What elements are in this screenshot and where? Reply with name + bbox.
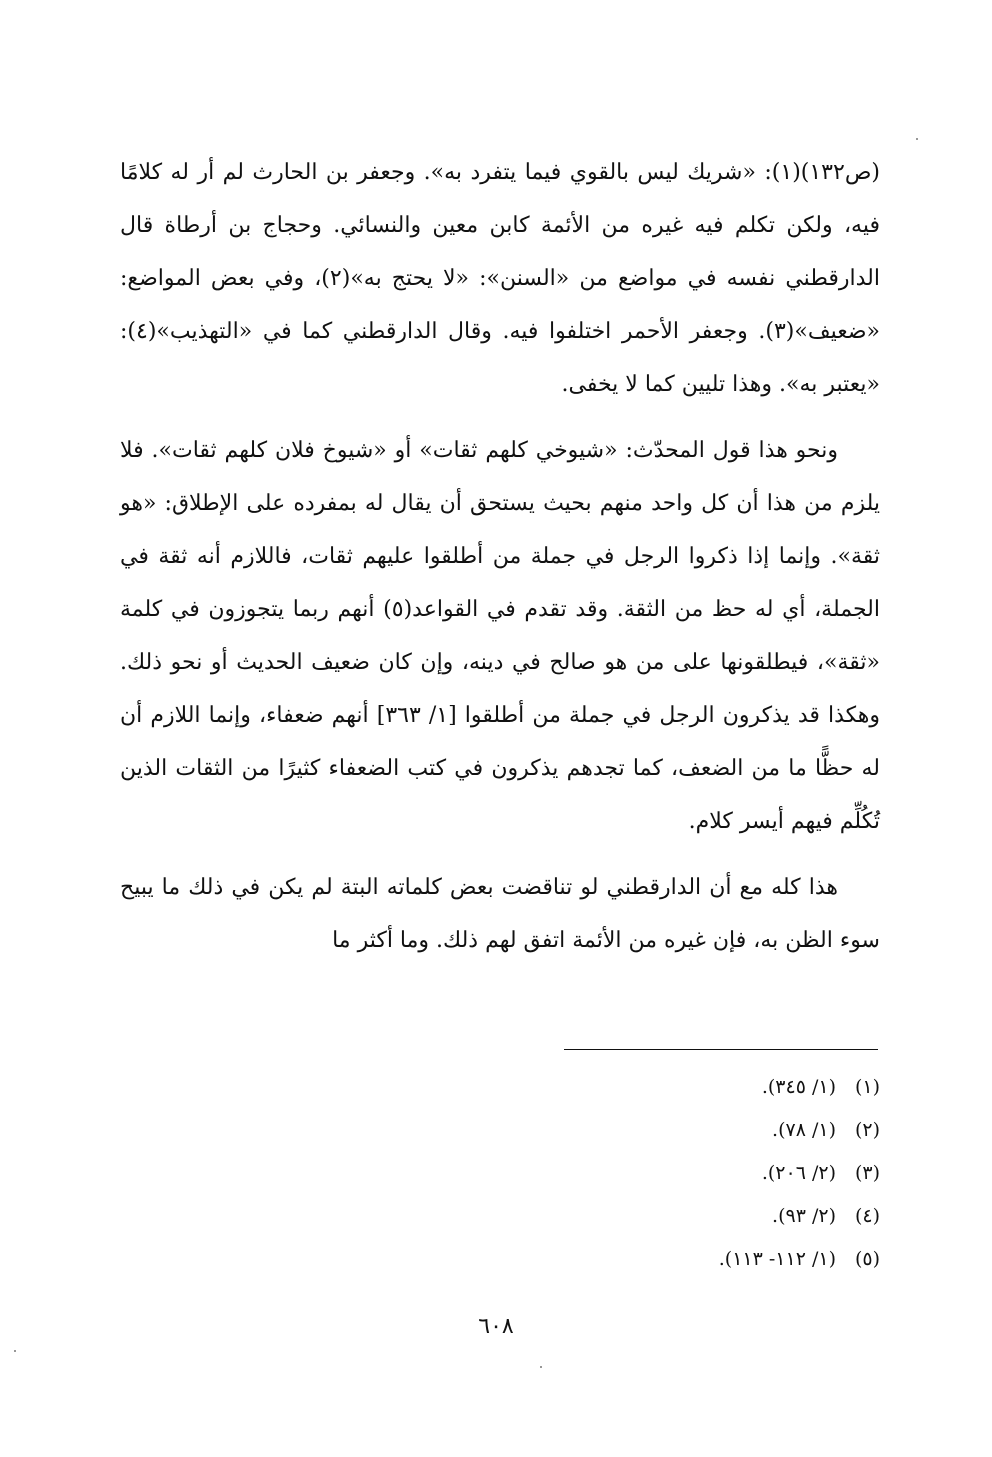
footnote-text: (٢/ ٢٠٦). (761, 1162, 836, 1184)
footnote (719, 1066, 880, 1109)
main-text (120, 146, 880, 967)
footnote-number: (٥) (854, 1248, 880, 1270)
footnote (719, 1195, 880, 1238)
footnote-number: (٢) (854, 1119, 880, 1141)
footnote-text: (١/ ٣٤٥). (761, 1076, 836, 1098)
paragraph: ونحو هذا قول المحدّث: «شيوخي كلهم ثقات» أو «شيوخ فلان كلهم ثقات». فلا يلزم من هذا أن كل واحد منهم بحيث يستحق أن يقال له بمفرده على الإطلاق: «هو ثقة». وإنما إذا ذكروا الرجل في جملة من أطلقوا عليهم ثقات، فاللازم أنه ثقة في الجملة، أي له حظ من الثقة. وقد تقدم في القواعد(٥) أنهم ربما يتجوزون في كلمة «ثقة»، فيطلقونها على من هو صالح في دينه، وإن كان ضعيف الحديث أو نحو ذلك. وهكذا قد يذكرون الرجل في جملة من أطلقوا [١/ ٣٦٣] أنهم ضعفاء، وإنما اللازم أن له حظًّا ما من الضعف، كما تجدهم يذكرون في كتب الضعفاء كثيرًا من الثقات الذين تُكُلِّم فيهم أيسر كلام. (120, 438, 881, 834)
footnote-number: (٤) (854, 1205, 880, 1227)
footnote-number: (٣) (854, 1162, 880, 1184)
footnote (719, 1109, 880, 1152)
scan-speck (540, 1366, 542, 1368)
footnotes-list (719, 1066, 880, 1281)
paragraph: هذا كله مع أن الدارقطني لو تناقضت بعض كلماته البتة لم يكن في ذلك ما يبيح سوء الظن به، فإن غيره من الأئمة اتفق لهم ذلك. وما أكثر ما (120, 875, 880, 953)
scan-speck (14, 1350, 16, 1352)
footnote-text: (٢/ ٩٣). (772, 1205, 836, 1227)
footnote-text: (١/ ١١٢- ١١٣). (718, 1248, 836, 1270)
footnote-text: (١/ ٧٨). (772, 1119, 836, 1141)
footnote-number: (١) (854, 1076, 880, 1098)
footnote (719, 1238, 880, 1281)
footnote (719, 1152, 880, 1195)
footnote-separator (564, 1049, 878, 1050)
scan-speck (916, 138, 918, 140)
paragraph: (ص١٣٢)(١): «شريك ليس بالقوي فيما يتفرد به». وجعفر بن الحارث لم أر له كلامًا فيه، ولكن تكلم فيه غيره من الأئمة كابن معين والنسائي. وحجاج بن أرطاة قال الدارقطني نفسه في مواضع من «السنن»: «لا يحتج به»(٢)، وفي بعض المواضع: «ضعيف»(٣). وجعفر الأحمر اختلفوا فيه. وقال الدارقطني كما في «التهذيب»(٤): «يعتبر به». وهذا تليين كما لا يخفى. (120, 160, 880, 397)
page-number: ٦٠٨ (478, 1314, 514, 1339)
